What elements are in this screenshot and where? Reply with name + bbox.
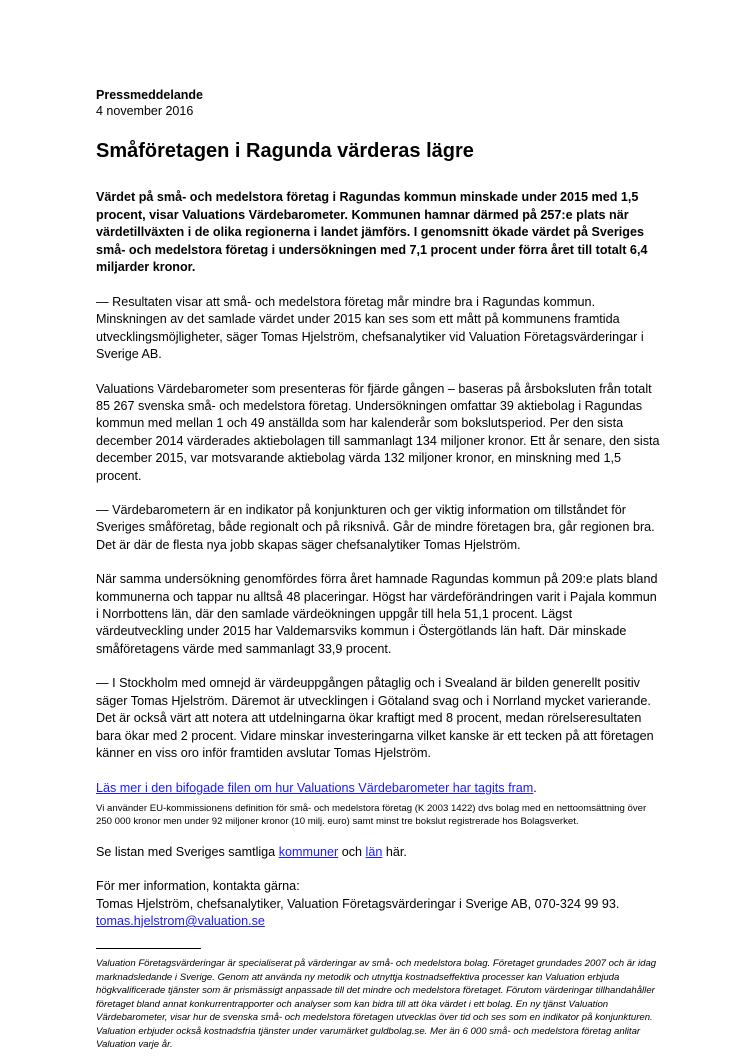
counties-link[interactable]: län <box>365 844 383 859</box>
body-paragraph-3: — Värdebarometern är en indikator på konjunkturen och ger viktig information om tillståndet för Sveriges småföretag, både regionalt och på riksnivå. Går de mindre företagen bra, går regionen bra. Det är där de flesta nya jobb skapas säger chefsanalytiker Tomas Hjelström. <box>96 503 655 552</box>
municipalities-link[interactable]: kommuner <box>278 844 339 859</box>
release-date: 4 november 2016 <box>96 104 194 118</box>
list-line <box>96 844 662 861</box>
body-paragraph-5: — I Stockholm med omnejd är värdeuppgången påtaglig och i Svealand är bilden generellt positiv säger Tomas Hjelström. Däremot är utvecklingen i Götaland svag och i Norrland mycket varierande. Det är också värt att notera att utdelningarna ökar kraftigt med 8 procent, medan rörelseresultaten bara ökar med 2 procent. Vidare minskar investeringarna vilket kanske är ett tecken på att företagen känner en viss oro inför framtiden avslutar Tomas Hjelström. <box>96 676 654 760</box>
contact-email-link[interactable]: tomas.hjelstrom@valuation.se <box>96 913 265 928</box>
body-paragraph-2: Valuations Värdebarometer som presenteras för fjärde gången – baseras på årsboksluten från totalt 85 267 svenska små- och medelstora företag. Undersökningen omfattar 39 aktiebolag i Ragundas kommun med mellan 1 och 49 anställda som har kalenderår som bokslutsperiod. Per den sista december 2014 värderades aktiebolagen till sammanlagt 134 miljoner kronor. Ett år senare, den sista december 2015, var motsvarande aktiebolag värda 132 miljoner kronor, en minskning med 1,5 procent. <box>96 381 660 483</box>
body-paragraph-1: — Resultaten visar att små- och medelstora företag mår mindre bra i Ragundas kommun. Minskningen av det samlade värdet under 2015 kan ses som ett mått på kommunens framtida utvecklingsmöjligheter, säger Tomas Hjelström, chefsanalytiker vid Valuation Företagsvärderingar i Sverige AB. <box>96 294 644 362</box>
list-line-suffix: här. <box>382 844 407 859</box>
read-more-line <box>96 780 662 797</box>
contact-block <box>96 878 662 930</box>
body-paragraph-4: När samma undersökning genomfördes förra året hamnade Ragundas kommun på 209:e plats bland kommunerna och tappar nu alltså 48 placeringar. Högst har värdeförändringen varit i Pajala kommun i Norrbottens län, där den samlade värdeökningen uppgår till hela 51,1 procent. Lägst värdeutveckling under 2015 har Valdemarsviks kommun i Östergötlands län haft. Där minskade småföretagens värde med sammanlagt 33,9 procent. <box>96 572 658 656</box>
document-type-label: Pressmeddelande <box>96 88 203 102</box>
list-line-middle: och <box>338 844 366 859</box>
footer-divider <box>96 948 201 949</box>
read-more-suffix: . <box>533 781 537 796</box>
contact-person: Tomas Hjelström, chefsanalytiker, Valuation Företagsvärderingar i Sverige AB, 070-324 99 93. <box>96 896 620 911</box>
page-title: Småföretagen i Ragunda värderas lägre <box>96 140 474 162</box>
company-boilerplate: Valuation Företagsvärderingar är specialiserat på värderingar av små- och medelstora bolag. Företaget grundades 2007 och är idag marknadsledande i Sverige. Genom att använda ny metodik och utnyttja kostnadseffektiva processer kan Valuation erbjuda högkvalificerade tjänster som är prismässigt anpassade till det mindre och medelstora företaget. Förutom värderingar tillhandahåller företaget bland annat konkurrentrapporter och analyser som kan bidra till att öka värdet i ett bolag. En ny tjänst Valuation Värdebarometer, visar hur de svenska små- och medelstora företagen utvecklas över tid och ses som en indikator på konjunkturen. Valuation erbjuder också kostnadsfria tjänster under varumärket guldbolag.se. Mer än 6 000 små- och medelstora företag anlitar Valuation varje år. <box>96 958 657 1051</box>
list-line-prefix: Se listan med Sveriges samtliga <box>96 844 279 859</box>
press-release-page <box>96 87 662 1052</box>
definition-note: Vi använder EU-kommissionens definition för små- och medelstora företag (K 2003 1422) dvs bolag med en nettoomsättning över 250 000 kronor men under 92 miljoner kronor (10 milj. euro) samt minst tre bokslut registrerade hos Bolagsverket. <box>96 802 647 828</box>
contact-intro: För mer information, kontakta gärna: <box>96 879 300 894</box>
read-more-link[interactable]: Läs mer i den bifogade filen om hur Valuations Värdebarometer har tagits fram <box>96 781 534 796</box>
lead-paragraph: Värdet på små- och medelstora företag i Ragundas kommun minskade under 2015 med 1,5 procent, visar Valuations Värdebarometer. Kommunen hamnar därmed på 257:e plats när värdetillväxten i de olika regionerna i landet jämförs. I genomsnitt ökade värdet på Sveriges små- och medelstora företag i undersökningen med 7,1 procent under förra året till totalt 6,4 miljarder kronor. <box>96 190 648 275</box>
